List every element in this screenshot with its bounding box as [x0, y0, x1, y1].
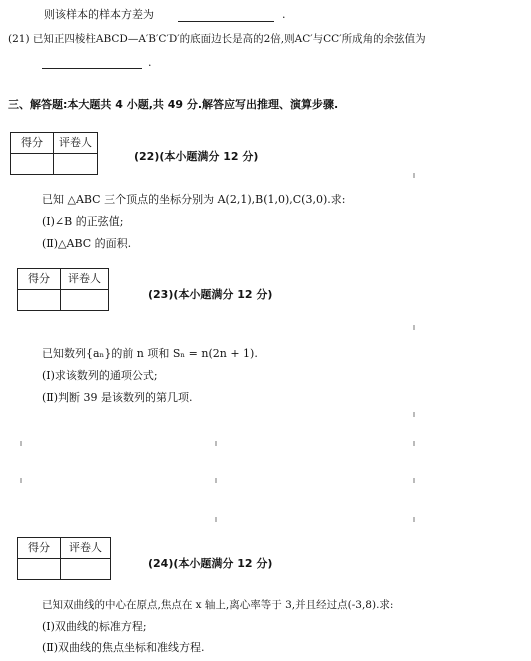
score-label: 得分 — [18, 269, 61, 290]
q21-answer-blank[interactable] — [42, 68, 142, 69]
score-box-q23 — [17, 268, 109, 311]
grader-label: 评卷人 — [61, 269, 109, 290]
scan-speck — [413, 441, 415, 446]
scan-speck — [413, 412, 415, 417]
scan-speck — [413, 325, 415, 330]
q23-header: (23)(本小题满分 12 分) — [148, 288, 273, 301]
q21-end: . — [148, 56, 152, 69]
scan-speck — [413, 173, 415, 178]
grader-cell[interactable] — [61, 559, 111, 580]
score-cell[interactable] — [18, 559, 61, 580]
q24-part2: (Ⅱ)双曲线的焦点坐标和准线方程. — [42, 641, 205, 654]
scan-speck — [20, 441, 22, 446]
score-label: 得分 — [18, 538, 61, 559]
scan-speck — [413, 517, 415, 522]
scan-speck — [413, 478, 415, 483]
q22-header: (22)(本小题满分 12 分) — [134, 150, 259, 163]
q20-tail-text: 则该样本的样本方差为 — [44, 8, 154, 21]
grader-cell[interactable] — [54, 154, 98, 175]
q20-answer-blank[interactable] — [178, 21, 274, 22]
section-3-title: 三、解答题:本大题共 4 小题,共 49 分.解答应写出推理、演算步骤. — [8, 98, 339, 111]
q22-part1: (Ⅰ)∠B 的正弦值; — [42, 215, 124, 228]
q21-text: (21) 已知正四棱柱ABCD—A′B′C′D′的底面边长是高的2倍,则AC′与CC′所成角的余弦值为 — [8, 33, 426, 45]
score-label: 得分 — [11, 133, 54, 154]
scan-speck — [20, 478, 22, 483]
scan-speck — [215, 441, 217, 446]
q22-stem: 已知 △ABC 三个顶点的坐标分别为 A(2,1),B(1,0),C(3,0).求: — [42, 193, 346, 206]
scan-speck — [215, 478, 217, 483]
score-cell[interactable] — [18, 290, 61, 311]
q24-header: (24)(本小题满分 12 分) — [148, 557, 273, 570]
q23-stem: 已知数列{aₙ}的前 n 项和 Sₙ = n(2n + 1). — [42, 347, 258, 360]
q20-tail-end: . — [282, 8, 286, 21]
score-cell[interactable] — [11, 154, 54, 175]
score-box-q22 — [10, 132, 98, 175]
grader-label: 评卷人 — [61, 538, 111, 559]
scan-speck — [215, 517, 217, 522]
score-box-q24 — [17, 537, 111, 580]
q24-stem: 已知双曲线的中心在原点,焦点在 x 轴上,离心率等于 3,并且经过点(-3,8).求: — [42, 599, 394, 611]
q24-part1: (Ⅰ)双曲线的标准方程; — [42, 620, 147, 633]
grader-cell[interactable] — [61, 290, 109, 311]
q22-part2: (Ⅱ)△ABC 的面积. — [42, 237, 132, 250]
q23-part1: (Ⅰ)求该数列的通项公式; — [42, 369, 158, 382]
q23-part2: (Ⅱ)判断 39 是该数列的第几项. — [42, 391, 193, 404]
grader-label: 评卷人 — [54, 133, 98, 154]
